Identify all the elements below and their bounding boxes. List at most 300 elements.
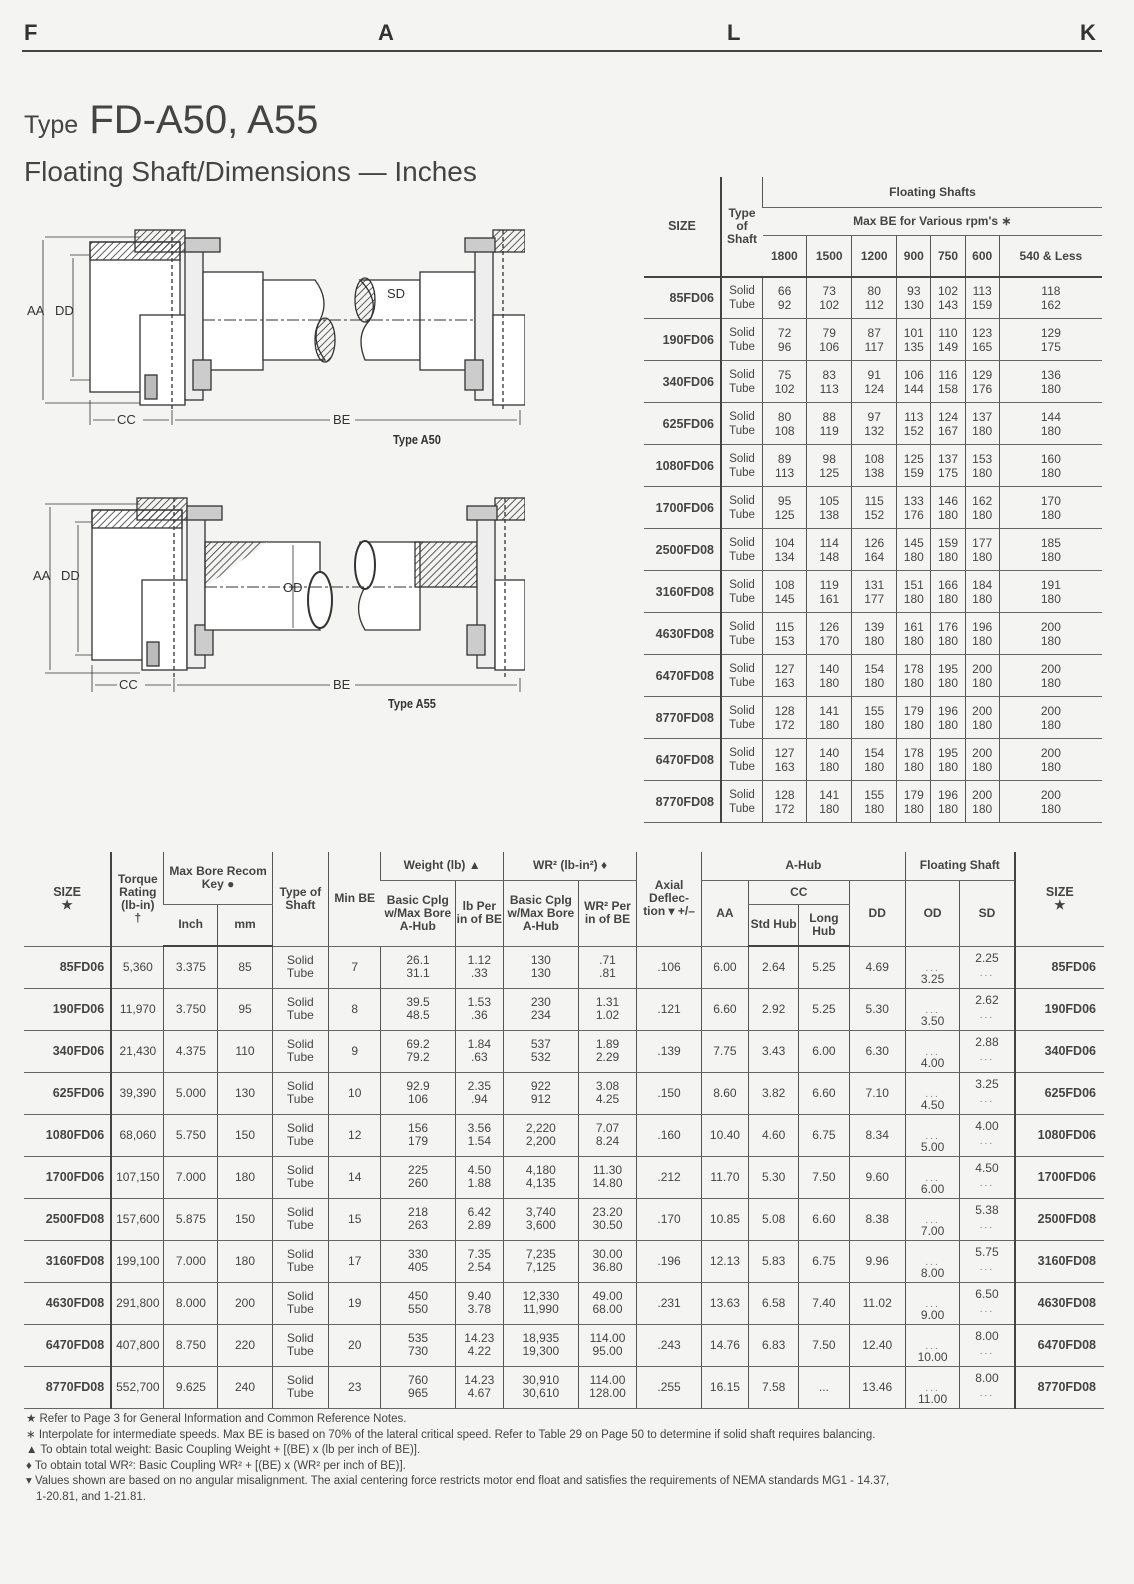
torque-cell: 291,800 — [111, 1282, 164, 1324]
tube-value: 3,600 — [525, 1218, 556, 1232]
solid-value: 83 — [822, 367, 836, 382]
aa-cell: 10.40 — [701, 1114, 748, 1156]
na-solid: ... — [925, 1004, 940, 1016]
tube-value: 180 — [972, 591, 993, 606]
sd-solid-value: 8.00 — [975, 1328, 999, 1343]
solid-value: 161 — [903, 619, 924, 634]
torque-cell: 5,360 — [111, 946, 164, 988]
cc-long-hub-cell: 6.00 — [799, 1030, 849, 1072]
page-subtitle: Floating Shaft/Dimensions — Inches — [24, 156, 477, 187]
shaft-type-solid: Solid — [729, 368, 755, 381]
size-cell-right: 1080FD06 — [1015, 1114, 1104, 1156]
sd-cell — [960, 988, 1015, 1030]
tube-value: 7,125 — [525, 1260, 556, 1274]
cc-long-hub-cell: 7.40 — [799, 1282, 849, 1324]
tube-value: 145 — [774, 591, 795, 606]
shaft-type-solid: Solid — [729, 284, 755, 297]
solid-value: 200 — [1040, 661, 1061, 676]
shaft-type-tube: Tube — [729, 760, 755, 773]
max-be-cell — [897, 781, 931, 823]
tube-value: 4.25 — [595, 1092, 620, 1106]
max-be-cell — [965, 487, 999, 529]
size-cell: 85FD06 — [644, 277, 721, 319]
shaft-type-cell — [721, 319, 763, 361]
weight-basic-cell — [381, 988, 455, 1030]
drawing-type-a55 — [25, 480, 525, 710]
bore-inch-cell: 7.000 — [164, 1156, 218, 1198]
solid-value: 92.9 — [406, 1079, 430, 1093]
solid-value: 130 — [530, 953, 551, 967]
shaft-type-solid: Solid — [729, 536, 755, 549]
size-cell: 6470FD08 — [644, 655, 721, 697]
solid-value: 146 — [937, 493, 958, 508]
solid-value: 91 — [867, 367, 881, 382]
col-header-type-of-shaft: Type of Shaft — [721, 177, 763, 277]
tube-value: 405 — [408, 1260, 429, 1274]
aa-cell: 7.75 — [701, 1030, 748, 1072]
solid-value: 49.00 — [592, 1289, 623, 1303]
max-be-cell — [897, 403, 931, 445]
na-tube: ... — [979, 1303, 995, 1315]
shaft-type-cell — [721, 739, 763, 781]
sd-solid-value: 8.00 — [975, 1370, 999, 1385]
tube-value: 180 — [903, 591, 924, 606]
max-be-cell — [852, 529, 897, 571]
aa-cell: 12.13 — [701, 1240, 748, 1282]
size-cell-right: 6470FD08 — [1015, 1324, 1104, 1366]
wr2-basic-cell — [503, 1156, 578, 1198]
shaft-type-solid: Solid — [287, 1037, 314, 1051]
shaft-type-solid: Solid — [729, 704, 755, 717]
shaft-type-tube: Tube — [286, 1218, 314, 1232]
od-tube-value: 3.25 — [920, 971, 945, 986]
max-be-cell — [931, 403, 965, 445]
wr2-basic-cell — [503, 1072, 578, 1114]
sd-cell — [960, 1240, 1015, 1282]
solid-value: 125 — [903, 451, 924, 466]
max-be-table — [644, 177, 1102, 823]
max-be-cell — [897, 613, 931, 655]
max-be-cell — [897, 445, 931, 487]
na-tube: ... — [979, 967, 995, 979]
od-cell — [905, 1030, 959, 1072]
aa-cell: 13.63 — [701, 1282, 748, 1324]
tube-value: 177 — [864, 591, 885, 606]
solid-value: 6.42 — [467, 1205, 491, 1219]
tube-value: 96 — [777, 339, 792, 354]
footnote-general-info: ★ Refer to Page 3 for General Information and Common Reference Notes. — [26, 1413, 407, 1425]
tube-value: 102 — [819, 297, 840, 312]
solid-value: 7.35 — [467, 1247, 491, 1261]
solid-value: 127 — [774, 661, 795, 676]
solid-value: 191 — [1040, 577, 1061, 592]
solid-value: 196 — [972, 619, 993, 634]
solid-value: 155 — [864, 787, 885, 802]
torque-cell: 157,600 — [111, 1198, 164, 1240]
od-cell — [905, 1072, 959, 1114]
wr2-basic-cell — [503, 1030, 578, 1072]
shaft-type-cell — [721, 655, 763, 697]
col-header-rpm: 540 & Less — [999, 235, 1102, 277]
solid-value: 1.31 — [595, 995, 620, 1009]
solid-value: 75 — [777, 367, 792, 382]
solid-value: 2,220 — [525, 1121, 556, 1135]
col-header-floating-shaft: Floating Shaft — [905, 852, 1014, 880]
max-be-cell — [852, 403, 897, 445]
od-tube-value: 5.00 — [920, 1139, 945, 1154]
col-header-weight: Weight (lb) ▲ — [381, 852, 504, 880]
tube-value: 148 — [819, 549, 840, 564]
solid-value: 7,235 — [525, 1247, 556, 1261]
max-be-cell — [763, 697, 807, 739]
solid-value: 179 — [903, 787, 924, 802]
solid-value: 1.12 — [467, 953, 491, 967]
tube-value: 163 — [774, 675, 795, 690]
axial-deflection-cell: .106 — [637, 946, 702, 988]
solid-value: 88 — [822, 409, 836, 424]
brand-letter-k: K — [1080, 20, 1096, 45]
max-be-cell — [931, 613, 965, 655]
tube-value: 180 — [937, 549, 958, 564]
tube-value: 125 — [819, 465, 840, 480]
wr2-basic-cell — [503, 1240, 578, 1282]
solid-value: 104 — [774, 535, 795, 550]
weight-per-in-cell — [455, 1282, 503, 1324]
col-header-weight-basic: Basic Cplg w/Max Bore A-Hub — [381, 880, 455, 946]
solid-value: 124 — [937, 409, 958, 424]
dim-label-dd: DD — [61, 568, 80, 583]
tube-value: 180 — [903, 759, 924, 774]
shaft-type-solid: Solid — [729, 788, 755, 801]
shaft-type-solid: Solid — [287, 1373, 314, 1387]
solid-value: 176 — [937, 619, 958, 634]
size-cell: 8770FD08 — [644, 781, 721, 823]
col-header-std-hub: Std Hub — [749, 904, 799, 946]
max-be-cell — [931, 277, 965, 319]
max-be-cell — [852, 697, 897, 739]
sd-cell — [960, 1324, 1015, 1366]
torque-cell: 68,060 — [111, 1114, 164, 1156]
max-be-cell — [931, 655, 965, 697]
dim-label-aa: AA — [27, 303, 45, 318]
dd-cell: 12.40 — [849, 1324, 905, 1366]
max-be-cell — [852, 571, 897, 613]
tube-value: 180 — [937, 507, 958, 522]
tube-value: 532 — [530, 1050, 551, 1064]
size-cell: 2500FD08 — [24, 1198, 111, 1240]
tube-value: 176 — [972, 381, 993, 396]
solid-value: 131 — [864, 577, 885, 592]
axial-deflection-cell: .196 — [637, 1240, 702, 1282]
size-cell: 1700FD06 — [24, 1156, 111, 1198]
shaft-type-cell — [272, 1030, 328, 1072]
size-cell-right: 3160FD08 — [1015, 1240, 1104, 1282]
wr2-per-in-cell — [578, 988, 636, 1030]
dd-cell: 8.34 — [849, 1114, 905, 1156]
max-be-cell — [763, 277, 807, 319]
col-header-rpm: 1200 — [852, 235, 897, 277]
max-be-cell — [999, 361, 1102, 403]
bore-mm-cell: 180 — [218, 1240, 272, 1282]
solid-value: 73 — [822, 283, 836, 298]
tube-value: 164 — [864, 549, 885, 564]
weight-per-in-cell — [455, 1114, 503, 1156]
tube-value: 1.02 — [595, 1008, 620, 1022]
od-cell — [905, 1324, 959, 1366]
table-row — [24, 1198, 1104, 1240]
solid-value: 184 — [972, 577, 993, 592]
solid-value: 535 — [408, 1331, 429, 1345]
table-row — [24, 946, 1104, 988]
max-be-cell — [852, 655, 897, 697]
od-tube-value: 11.00 — [918, 1391, 948, 1406]
max-be-cell — [807, 487, 852, 529]
solid-value: 114.00 — [589, 1331, 626, 1345]
solid-value: 39.5 — [406, 995, 430, 1009]
max-be-cell — [931, 571, 965, 613]
na-solid: ... — [925, 1298, 940, 1310]
tube-value: 175 — [937, 465, 958, 480]
tube-value: 132 — [864, 423, 885, 438]
solid-value: 128 — [774, 787, 795, 802]
max-be-cell — [807, 445, 852, 487]
solid-value: 114.00 — [589, 1373, 626, 1387]
cc-long-hub-cell: 6.75 — [799, 1114, 849, 1156]
table-row — [24, 988, 1104, 1030]
max-be-cell — [807, 571, 852, 613]
footnote-axial-values-cont: 1-20.81, and 1-21.81. — [36, 1490, 146, 1503]
min-be-cell: 19 — [329, 1282, 381, 1324]
cc-std-hub-cell: 5.30 — [749, 1156, 799, 1198]
tube-value: .94 — [470, 1092, 488, 1106]
dim-label-be: BE — [333, 412, 351, 427]
axial-deflection-cell: .255 — [637, 1366, 702, 1408]
solid-value: 23.20 — [592, 1205, 623, 1219]
solid-value: 137 — [972, 409, 993, 424]
solid-value: 7.07 — [595, 1121, 620, 1135]
solid-value: 11.30 — [592, 1163, 623, 1177]
aa-cell: 10.85 — [701, 1198, 748, 1240]
weight-basic-cell — [381, 1072, 455, 1114]
solid-value: 114 — [819, 535, 839, 550]
tube-value: 4.67 — [467, 1386, 491, 1400]
solid-value: 200 — [972, 703, 993, 718]
na-tube: ... — [979, 1345, 995, 1357]
sd-cell — [960, 1366, 1015, 1408]
table-row — [644, 613, 1102, 655]
tube-value: 149 — [937, 339, 958, 354]
min-be-cell: 8 — [329, 988, 381, 1030]
tube-value: 180 — [864, 717, 885, 732]
solid-value: 80 — [777, 409, 792, 424]
solid-value: 14.23 — [464, 1373, 495, 1387]
col-header-rpm: 900 — [897, 235, 931, 277]
dim-label-cc: CC — [119, 677, 138, 692]
solid-value: 66 — [777, 283, 792, 298]
tube-value: 730 — [408, 1344, 429, 1358]
solid-value: 110 — [938, 325, 958, 340]
max-be-cell — [931, 487, 965, 529]
tube-value: 152 — [903, 423, 924, 438]
solid-value: 101 — [903, 325, 924, 340]
col-header-rpm: 600 — [965, 235, 999, 277]
sd-solid-value: 5.38 — [975, 1202, 999, 1217]
table-row — [644, 319, 1102, 361]
max-be-cell — [807, 277, 852, 319]
tube-value: 68.00 — [592, 1302, 623, 1316]
solid-value: 160 — [1040, 451, 1061, 466]
shaft-type-cell — [721, 361, 763, 403]
dim-label-od: OD — [283, 580, 303, 595]
table-row — [644, 529, 1102, 571]
dd-cell: 5.30 — [849, 988, 905, 1030]
size-cell: 340FD06 — [24, 1030, 111, 1072]
tube-value: 180 — [864, 633, 885, 648]
tube-value: 180 — [937, 675, 958, 690]
tube-value: 180 — [972, 717, 993, 732]
tube-value: 180 — [972, 465, 993, 480]
tube-value: 119 — [819, 423, 839, 438]
tube-value: 180 — [972, 423, 993, 438]
sd-solid-value: 4.00 — [975, 1118, 999, 1133]
axial-deflection-cell: .231 — [637, 1282, 702, 1324]
col-header-type-of-shaft: Type of Shaft — [272, 852, 328, 946]
max-be-cell — [852, 739, 897, 781]
od-tube-value: 4.50 — [920, 1097, 945, 1112]
shaft-type-tube: Tube — [286, 1302, 314, 1316]
shaft-type-solid: Solid — [287, 1079, 314, 1093]
dagger-mark: † — [134, 910, 142, 925]
na-solid: ... — [925, 1256, 940, 1268]
weight-per-in-cell — [455, 1324, 503, 1366]
max-be-cell — [931, 697, 965, 739]
shaft-type-cell — [272, 1324, 328, 1366]
max-be-cell — [897, 739, 931, 781]
shaft-type-solid: Solid — [729, 620, 755, 633]
wr2-basic-cell — [503, 988, 578, 1030]
tube-value: 3.78 — [467, 1302, 491, 1316]
weight-basic-cell — [381, 1240, 455, 1282]
sd-solid-value: 5.75 — [975, 1244, 999, 1259]
max-be-cell — [965, 361, 999, 403]
tube-value: 144 — [903, 381, 924, 396]
dim-label-sd: SD — [387, 286, 406, 301]
max-be-cell — [931, 445, 965, 487]
aa-cell: 14.76 — [701, 1324, 748, 1366]
dim-label-dd: DD — [55, 303, 74, 318]
wr2-basic-cell — [503, 1366, 578, 1408]
tube-value: 128.00 — [589, 1386, 626, 1400]
solid-value: 3.08 — [595, 1079, 620, 1093]
col-header-rpm: 750 — [931, 235, 965, 277]
col-header-wr2: WR² (lb-in²) ♦ — [503, 852, 636, 880]
tube-value: .81 — [599, 966, 616, 980]
tube-value: 11,990 — [522, 1302, 559, 1316]
solid-value: 18,935 — [522, 1331, 560, 1345]
solid-value: 153 — [972, 451, 993, 466]
na-solid: ... — [925, 1340, 940, 1352]
tube-value: 19,300 — [522, 1344, 560, 1358]
sd-cell — [960, 946, 1015, 988]
cc-std-hub-cell: 7.58 — [749, 1366, 799, 1408]
solid-value: 145 — [903, 535, 924, 550]
bore-inch-cell: 4.375 — [164, 1030, 218, 1072]
solid-value: 1.53 — [467, 995, 491, 1009]
solid-value: 98 — [822, 451, 836, 466]
wr2-per-in-cell — [578, 1240, 636, 1282]
solid-value: 12,330 — [522, 1289, 560, 1303]
solid-value: 102 — [937, 283, 958, 298]
tube-value: 234 — [530, 1008, 551, 1022]
wr2-basic-cell — [503, 1324, 578, 1366]
dd-cell: 11.02 — [849, 1282, 905, 1324]
tube-value: 180 — [972, 801, 993, 816]
solid-value: 108 — [864, 451, 885, 466]
torque-cell: 407,800 — [111, 1324, 164, 1366]
shaft-type-tube: Tube — [286, 1260, 314, 1274]
weight-per-in-cell — [455, 1030, 503, 1072]
max-be-cell — [763, 445, 807, 487]
col-header-wr2-per-in: WR² Per in of BE — [578, 880, 636, 946]
shaft-type-solid: Solid — [287, 995, 314, 1009]
tube-value: 138 — [864, 465, 885, 480]
shaft-type-cell — [272, 1282, 328, 1324]
solid-value: 144 — [1040, 409, 1061, 424]
cc-long-hub-cell: 5.25 — [799, 988, 849, 1030]
aa-cell: 6.60 — [701, 988, 748, 1030]
size-cell-right: 85FD06 — [1015, 946, 1104, 988]
max-be-cell — [763, 739, 807, 781]
max-be-cell — [763, 655, 807, 697]
table-row — [644, 697, 1102, 739]
table-row — [644, 445, 1102, 487]
solid-value: 141 — [819, 703, 840, 718]
shaft-type-tube: Tube — [729, 802, 755, 815]
size-cell-right: 1700FD06 — [1015, 1156, 1104, 1198]
max-be-cell — [807, 361, 852, 403]
aa-cell: 6.00 — [701, 946, 748, 988]
tube-value: 4,135 — [525, 1176, 556, 1190]
max-be-cell — [852, 613, 897, 655]
shaft-type-cell — [721, 277, 763, 319]
dd-cell: 4.69 — [849, 946, 905, 988]
tube-value: 172 — [774, 717, 795, 732]
weight-basic-cell — [381, 1156, 455, 1198]
solid-value: 79 — [822, 325, 836, 340]
axial-deflection-cell: .212 — [637, 1156, 702, 1198]
max-be-cell — [965, 697, 999, 739]
cc-std-hub-cell: 5.83 — [749, 1240, 799, 1282]
solid-value: 154 — [864, 745, 885, 760]
tube-value: 263 — [408, 1218, 429, 1232]
max-be-cell — [965, 739, 999, 781]
table-row — [644, 361, 1102, 403]
weight-basic-cell — [381, 1282, 455, 1324]
shaft-type-tube: Tube — [729, 466, 755, 479]
max-be-cell — [931, 739, 965, 781]
dd-cell: 9.96 — [849, 1240, 905, 1282]
size-cell: 625FD06 — [644, 403, 721, 445]
solid-value: 126 — [819, 619, 840, 634]
weight-per-in-cell — [455, 1072, 503, 1114]
cc-long-hub-cell: 6.75 — [799, 1240, 849, 1282]
solid-value: 159 — [937, 535, 958, 550]
tube-value: 130 — [903, 297, 924, 312]
caption-type-a50: Type A50 — [393, 432, 441, 447]
brand-letter-f: F — [24, 20, 38, 45]
shaft-type-tube: Tube — [286, 1008, 314, 1022]
bore-inch-cell: 3.750 — [164, 988, 218, 1030]
